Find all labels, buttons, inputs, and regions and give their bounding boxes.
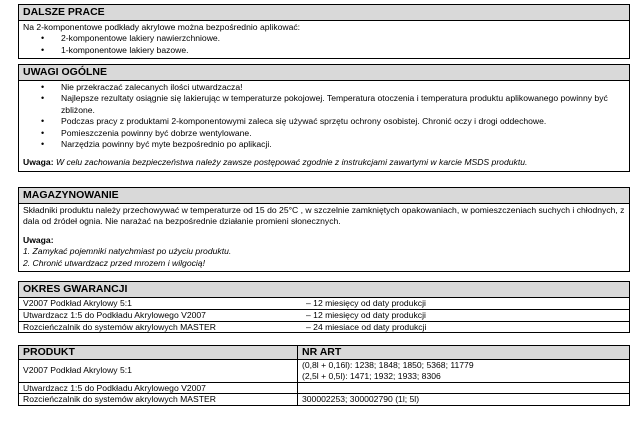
list-item: • Podczas pracy z produktami 2-komponentowymi zaleca się używać sprzętu ochrony osobistej. Chronić oczy i drogi oddechowe. [23, 116, 625, 127]
table-row: V2007 Podkład Akrylowy 5:1 (0,8l + 0,16l): 1238; 1848; 1850; 5368; 11779 (2,5l + 0,5l): 1471; 1932; 1933; 8306 [19, 360, 630, 383]
table-row: Rozcieńczalnik do systemów akrylowych MASTER 300002253; 300002790 (1l; 5l) [19, 394, 630, 406]
section-uwagi-ogolne [18, 64, 630, 172]
table-row: V2007 Podkład Akrylowy 5:1 – 12 miesięcy od daty produkcji [23, 298, 426, 308]
section-okres-gwarancji [18, 281, 630, 333]
table-header-row [19, 346, 630, 360]
product-table [18, 345, 630, 406]
column-header-nr-art: NR ART [298, 346, 630, 360]
section-title: MAGAZYNOWANIE [19, 188, 629, 204]
list-item: • 2-komponentowe lakiery nawierzchniowe. [23, 33, 625, 44]
storage-note: 1. Zamykać pojemniki natychmiast po użyciu produktu. [23, 246, 232, 257]
list-item: • Nie przekraczać zalecanych ilości utwardzacza! [23, 82, 625, 93]
list-item: • Najlepsze rezultaty osiągnie się lakierując w temperaturze pokojowej. Temperatura otoczenia i temperatura produktu aplikowanego powinny być zbliżone. [23, 93, 625, 116]
section-title: OKRES GWARANCJI [19, 282, 629, 298]
column-header-product: PRODUKT [19, 346, 298, 360]
section-intro: Na 2-komponentowe podkłady akrylowe można bezpośrednio aplikować: [23, 22, 301, 32]
table-row: Utwardzacz 1:5 do Podkładu Akrylowego V2007 [19, 382, 630, 394]
list-item: • 1-komponentowe lakiery bazowe. [23, 45, 625, 56]
list-item: • Narzędzia powinny być myte bezpośrednio po aplikacji. [23, 139, 625, 150]
storage-note: 2. Chronić utwardzacz przed mrozem i wilgocią! [23, 257, 205, 268]
storage-text: Składniki produktu należy przechowywać w temperaturze od 15 do 25°C , w szczelnie zamkniętych opakowaniach, w pomieszczeniach suchych i chłodnych, z dala od źródeł ognia. Nie narażać na bezpośrednie działanie promieni słonecznych. [23, 205, 625, 227]
table-row: Rozcieńczalnik do systemów akrylowych MASTER – 24 miesiace od daty produkcji [19, 321, 629, 332]
section-title: DALSZE PRACE [19, 5, 629, 21]
section-title: UWAGI OGÓLNE [19, 65, 629, 81]
table-row: Utwardzacz 1:5 do Podkładu Akrylowego V2007 – 12 miesięcy od daty produkcji [19, 309, 629, 321]
safety-note: Uwaga: W celu zachowania bezpieczeństwa należy zawsze postępować zgodnie z instrukcjami zawartymi w karcie MSDS produktu. [23, 157, 528, 168]
section-dalsze-prace [18, 4, 630, 59]
list-item: • Pomieszczenia powinny być dobrze wentylowane. [23, 128, 625, 139]
section-magazynowanie [18, 187, 630, 272]
storage-note-label: Uwaga: [23, 234, 54, 245]
